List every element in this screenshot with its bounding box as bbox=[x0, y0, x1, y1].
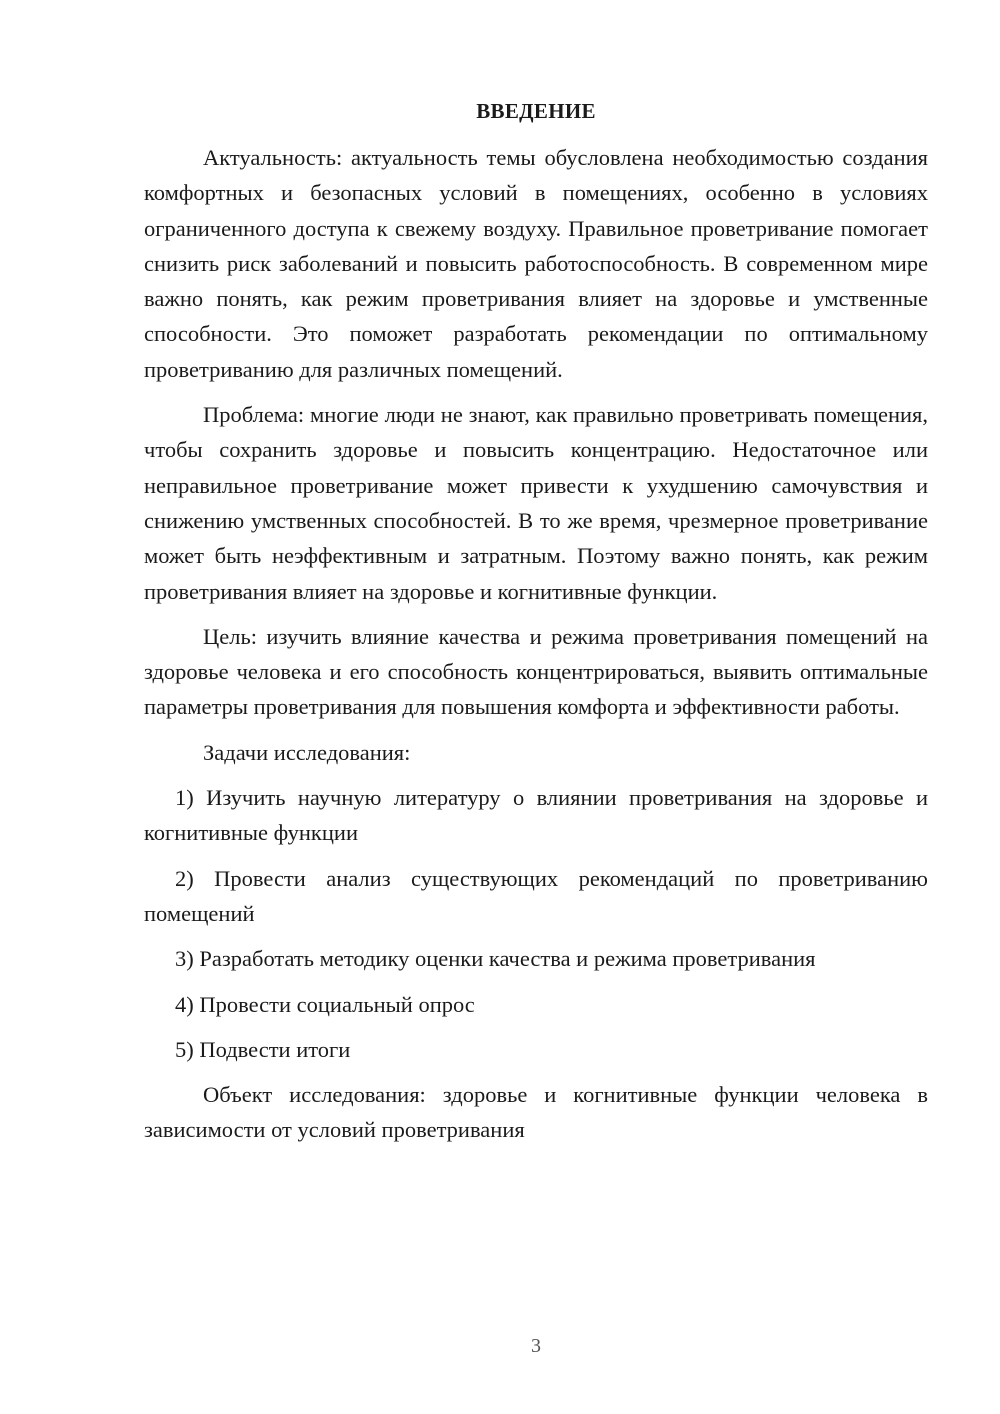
section-title: ВВЕДЕНИЕ bbox=[476, 99, 596, 123]
task-item-4: 4) Провести социальный опрос bbox=[175, 991, 475, 1017]
object-paragraph: Объект исследования: здоровье и когнитивные функции человека в зависимости от условий проветривания bbox=[144, 1082, 928, 1143]
task-item-2: 2) Провести анализ существующих рекомендаций по проветриванию помещений bbox=[144, 865, 928, 926]
problem-paragraph: Проблема: многие люди не знают, как правильно проветривать помещения, чтобы сохранить здоровье и повысить концентрацию. Недостаточное или неправильное проветривание может привести к ухудшению самочувствия и снижению умственных способностей. В то же время, чрезмерное проветривание может быть неэффективным и затратным. Поэтому важно понять, как режим проветривания влияет на здоровье и когнитивные функции. bbox=[144, 402, 928, 604]
task-item-3: 3) Разработать методику оценки качества и режима проветривания bbox=[175, 946, 816, 972]
task-item-1: 1) Изучить научную литературу о влиянии проветривания на здоровье и когнитивные функции bbox=[144, 785, 928, 846]
tasks-heading: Задачи исследования: bbox=[203, 739, 411, 765]
relevance-paragraph: Актуальность: актуальность темы обусловлена необходимостью создания комфортных и безопасных условий в помещениях, особенно в условиях ограниченного доступа к свежему воздуху. Правильное проветривание помогает снизить риск заболеваний и повысить работоспособность. В современном мире важно понять, как режим проветривания влияет на здоровье и умственные способности. Это поможет разработать рекомендации по оптимальному проветриванию для различных помещений. bbox=[144, 145, 928, 382]
page-number: 3 bbox=[531, 1335, 541, 1357]
goal-paragraph: Цель: изучить влияние качества и режима проветривания помещений на здоровье человека и его способность концентрироваться, выявить оптимальные параметры проветривания для повышения комфорта и эффективности работы. bbox=[144, 623, 928, 720]
task-item-5: 5) Подвести итоги bbox=[175, 1036, 351, 1062]
page-content bbox=[144, 96, 928, 1158]
tasks-list bbox=[144, 780, 928, 1067]
